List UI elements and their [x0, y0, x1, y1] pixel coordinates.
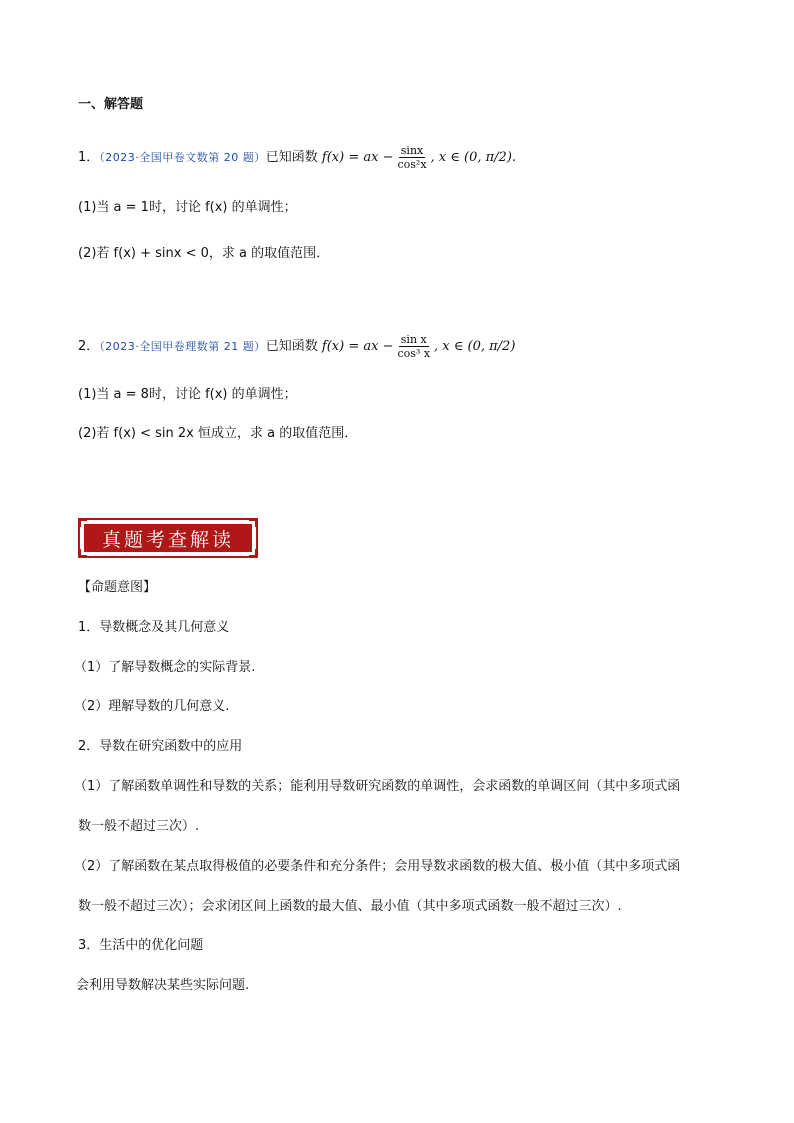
question-2-intro: 已知函数: [265, 339, 318, 354]
question-1-intro: 已知函数: [265, 150, 318, 165]
intent-title: 【命题意图】: [78, 580, 157, 595]
question-2-function: f(x) = ax −: [321, 339, 394, 354]
question-2-source: （2023·全国甲卷理数第 21 题）: [99, 340, 266, 353]
question-2-domain: , x ∈ (0, π/2): [434, 339, 516, 354]
fraction-numerator: sinx: [400, 144, 424, 157]
intent-item-2b-line-1: （2）了解函数在某点取得极值的必要条件和充分条件；会用导数求函数的极大值、极小值（其中多项式函: [74, 859, 681, 874]
question-1-fraction: [395, 144, 428, 171]
intent-item-2b-line-2: 数一般不超过三次）；会求闭区间上函数的最大值、最小值（其中多项式函数一般不超过三次）.: [78, 899, 622, 914]
intent-item-3a: 会利用导数解决某些实际问题.: [76, 978, 250, 993]
fraction-numerator: sin x: [400, 333, 427, 346]
question-1-domain: , x ∈ (0, π/2).: [430, 150, 517, 165]
question-1-function: f(x) = ax −: [321, 150, 394, 165]
fraction-denominator: cos³ x: [397, 347, 431, 360]
question-1-stem: [78, 144, 516, 171]
question-2-number: 2．: [78, 339, 100, 354]
intent-item-2: 2．导数在研究函数中的应用: [78, 739, 243, 754]
question-1-source: （2023·全国甲卷文数第 20 题）: [99, 151, 266, 164]
question-1-number: 1．: [78, 150, 100, 165]
fraction-denominator: cos²x: [397, 158, 427, 171]
intent-item-2a-line-2: 数一般不超过三次）.: [78, 819, 200, 834]
intent-item-2a-line-1: （1）了解函数单调性和导数的关系；能利用导数研究函数的单调性，会求函数的单调区间（其中多项式函: [74, 779, 681, 794]
section-heading: 一、解答题: [78, 97, 144, 112]
question-2-part-2: (2)若 f(x) < sin 2x 恒成立，求 a 的取值范围．: [78, 426, 358, 441]
intent-item-1: 1．导数概念及其几何意义: [78, 620, 230, 635]
banner-title: 真题考查解读: [101, 528, 234, 551]
question-2-stem: [78, 333, 515, 360]
banner-fill: [84, 524, 252, 552]
intent-item-1a: （1）了解导数概念的实际背景.: [74, 660, 256, 675]
intent-item-1b: （2）理解导数的几何意义.: [74, 699, 230, 714]
intent-item-3: 3．生活中的优化问题: [78, 938, 204, 953]
question-1-part-2: (2)若 f(x) + sinx < 0，求 a 的取值范围．: [78, 246, 330, 261]
section-banner: [78, 518, 258, 558]
question-2-fraction: [395, 333, 432, 360]
question-2-part-1: (1)当 a = 8时，讨论 f(x) 的单调性；: [78, 387, 297, 402]
question-1-part-1: (1)当 a = 1时，讨论 f(x) 的单调性；: [78, 200, 297, 215]
